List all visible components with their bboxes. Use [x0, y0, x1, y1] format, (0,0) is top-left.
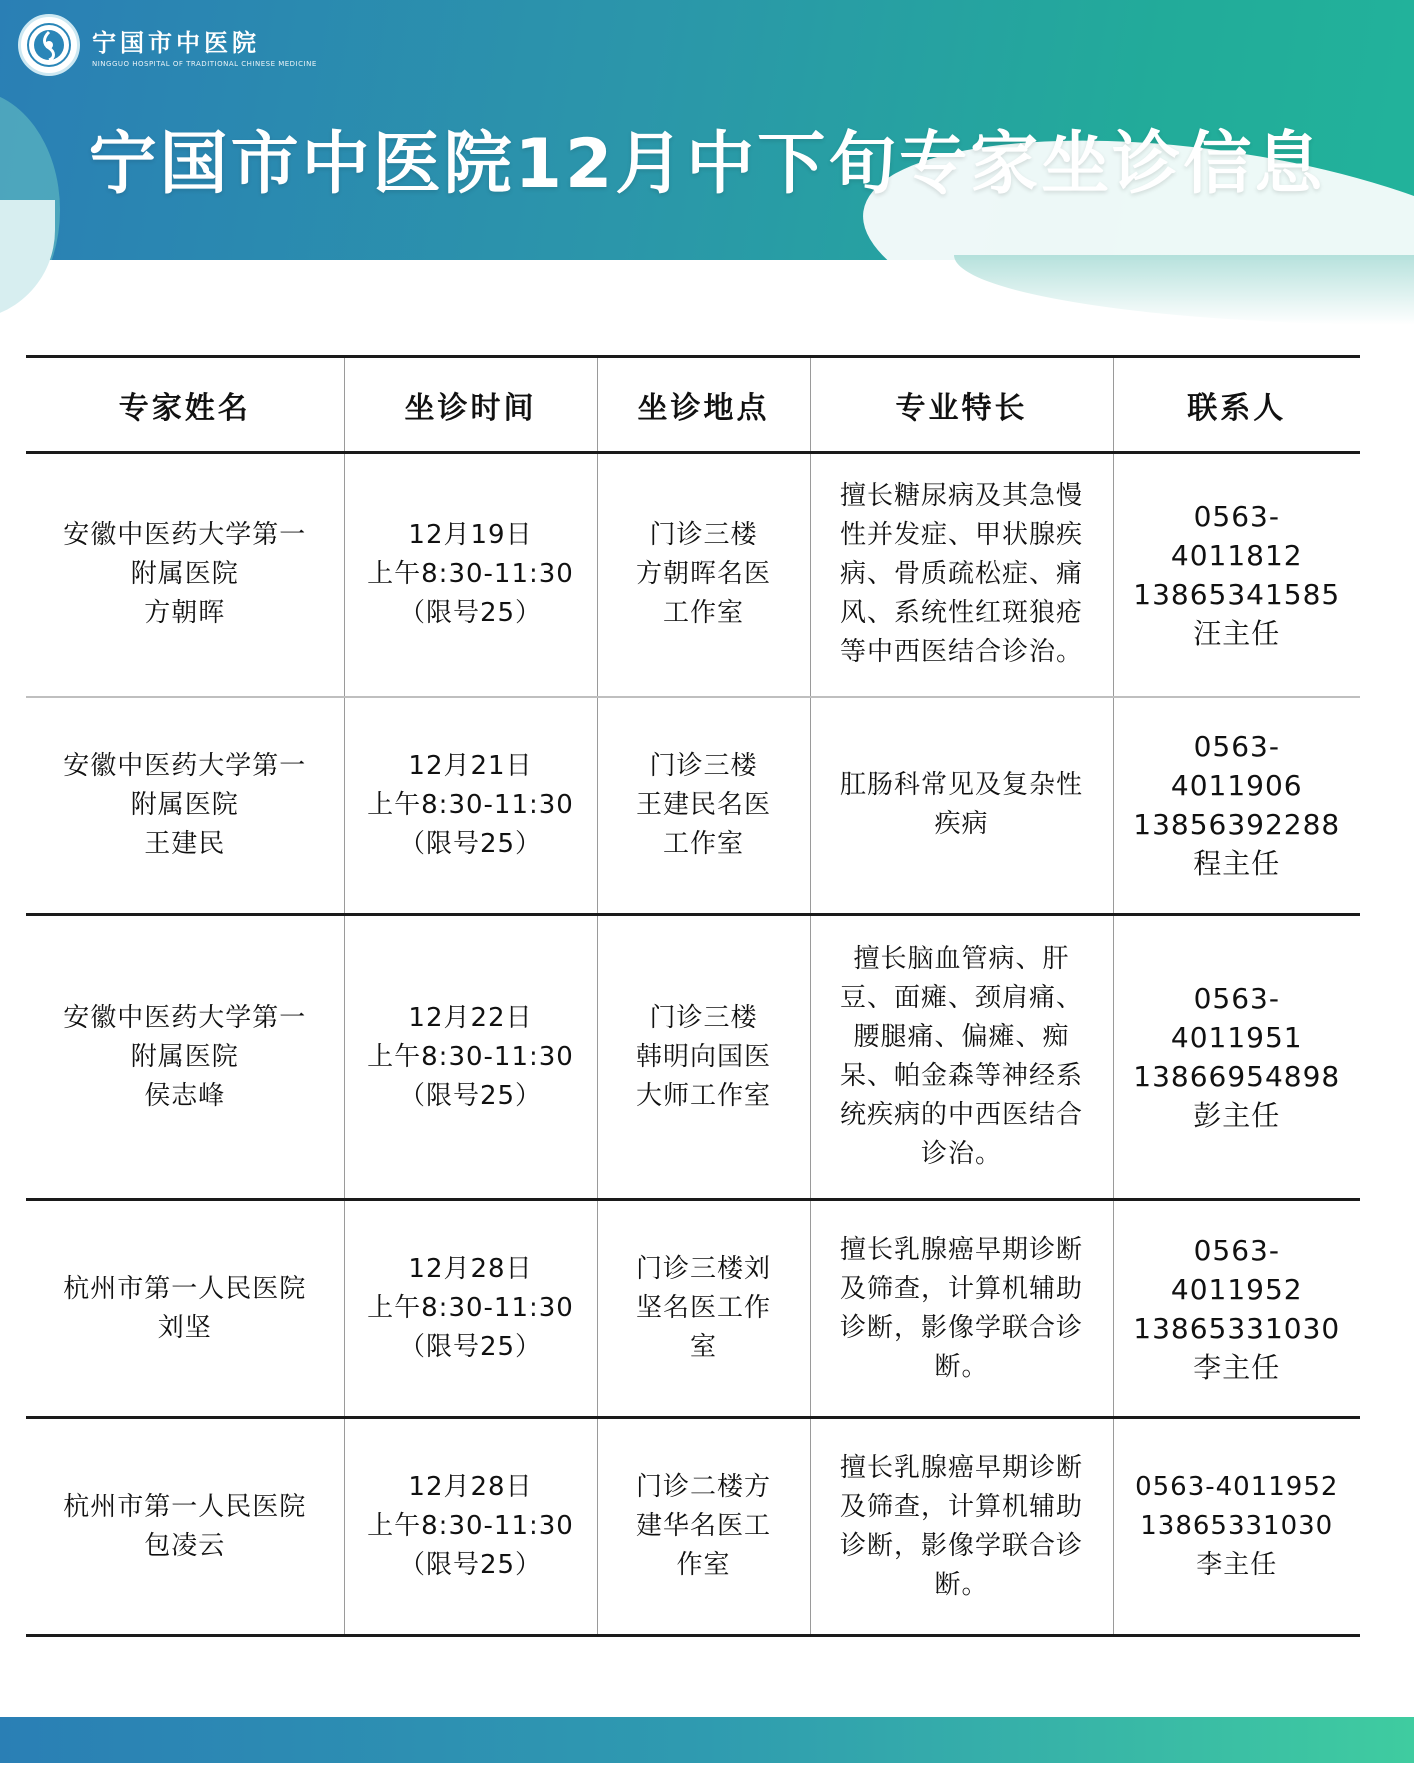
contact-cell — [1113, 1200, 1360, 1418]
location-line: 门诊三楼 — [649, 750, 758, 781]
column-header-time: 坐诊时间 — [344, 357, 597, 453]
time-cell — [344, 697, 597, 915]
location-line: 门诊二楼方 — [635, 1472, 771, 1502]
time-line: 上午8:30-11:30 — [367, 1511, 574, 1541]
contact-line: 13856392288 — [1133, 808, 1341, 842]
expert-line: 安徽中医药大学第一 — [63, 750, 307, 781]
contact-line: 0563- — [1193, 982, 1280, 1015]
table-row — [26, 697, 1360, 915]
time-cell — [344, 1418, 597, 1636]
time-line: 12月22日 — [408, 1002, 533, 1033]
expert-cell — [26, 453, 344, 697]
specialty-line: 擅长糖尿病及其急慢 — [839, 481, 1083, 512]
expert-schedule-table — [26, 355, 1360, 1637]
expert-line: 附属医院 — [130, 1041, 239, 1072]
page-title: 宁国市中医院12月中下旬专家坐诊信息 — [88, 125, 1326, 204]
specialty-line: 性并发症、甲状腺疾 — [839, 520, 1083, 551]
contact-line: 13865341585 — [1133, 577, 1341, 611]
location-line: 室 — [689, 1332, 717, 1362]
contact-line: 4011906 — [1170, 769, 1303, 803]
location-line: 建华名医工 — [635, 1511, 771, 1541]
time-line: （限号25） — [398, 1332, 543, 1362]
contact-line: 0563- — [1193, 730, 1280, 764]
contact-line: 13866954898 — [1133, 1060, 1341, 1093]
time-cell — [344, 1200, 597, 1418]
contact-line: 李主任 — [1193, 1350, 1281, 1384]
specialty-line: 诊断，影像学联合诊 — [839, 1312, 1083, 1343]
expert-cell — [26, 1200, 344, 1418]
specialty-line: 肛肠科常见及复杂性 — [839, 770, 1083, 801]
expert-line: 附属医院 — [130, 559, 239, 590]
location-line: 门诊三楼 — [649, 1002, 758, 1033]
location-line: 工作室 — [662, 598, 744, 629]
location-line: 作室 — [676, 1550, 731, 1580]
contact-line: 彭主任 — [1193, 1099, 1281, 1132]
contact-line: 13865331030 — [1133, 1311, 1341, 1345]
hospital-emblem-icon — [18, 14, 80, 76]
time-line: （限号25） — [398, 1080, 543, 1111]
expert-line: 刘坚 — [157, 1312, 212, 1343]
specialty-line: 断。 — [934, 1569, 989, 1600]
expert-line: 包凌云 — [144, 1530, 226, 1561]
specialty-line: 病、骨质疏松症、痛 — [839, 559, 1083, 590]
expert-line: 杭州市第一人民医院 — [63, 1273, 307, 1304]
location-line: 工作室 — [662, 828, 744, 859]
contact-line: 汪主任 — [1193, 616, 1281, 650]
time-cell — [344, 453, 597, 697]
specialty-line: 腰腿痛、偏瘫、痴 — [853, 1022, 1070, 1052]
time-line: 上午8:30-11:30 — [367, 1041, 574, 1072]
specialty-cell — [810, 453, 1113, 697]
specialty-cell — [810, 1418, 1113, 1636]
logo-english-name: NINGGUO HOSPITAL OF TRADITIONAL CHINESE MEDICINE — [92, 59, 317, 68]
location-cell — [597, 453, 810, 697]
location-cell — [597, 697, 810, 915]
specialty-line: 断。 — [934, 1351, 989, 1382]
expert-line: 方朝晖 — [144, 598, 226, 629]
decorative-corner — [0, 200, 55, 320]
time-line: （限号25） — [398, 828, 543, 859]
table-row — [26, 915, 1360, 1200]
expert-line: 王建民 — [144, 828, 226, 859]
column-header-location: 坐诊地点 — [597, 357, 810, 453]
contact-line: 0563-4011952 — [1135, 1472, 1339, 1502]
specialty-line: 等中西医结合诊治。 — [839, 637, 1083, 668]
contact-line: 0563- — [1193, 1233, 1280, 1267]
location-line: 大师工作室 — [635, 1080, 771, 1111]
time-line: 12月19日 — [408, 520, 533, 551]
table-row — [26, 453, 1360, 697]
specialty-line: 擅长乳腺癌早期诊断 — [839, 1234, 1083, 1265]
specialty-line: 诊治。 — [920, 1139, 1002, 1169]
location-cell — [597, 915, 810, 1200]
logo-chinese-name: 宁国市中医院 — [92, 27, 260, 57]
contact-cell — [1113, 697, 1360, 915]
specialty-line: 诊断，影像学联合诊 — [839, 1530, 1083, 1561]
expert-cell — [26, 1418, 344, 1636]
location-line: 坚名医工作 — [635, 1293, 771, 1323]
contact-line: 4011952 — [1170, 1272, 1303, 1306]
time-line: 上午8:30-11:30 — [367, 559, 574, 590]
time-line: 12月28日 — [408, 1472, 533, 1502]
specialty-line: 豆、面瘫、颈肩痛、 — [839, 983, 1083, 1013]
contact-cell — [1113, 1418, 1360, 1636]
column-header-specialty: 专业特长 — [810, 357, 1113, 453]
header-banner — [0, 0, 1414, 260]
location-line: 韩明向国医 — [635, 1041, 771, 1072]
time-line: （限号25） — [398, 598, 543, 629]
expert-line: 安徽中医药大学第一 — [63, 1002, 307, 1033]
specialty-cell — [810, 1200, 1113, 1418]
footer-bar — [0, 1717, 1414, 1763]
contact-line: 4011951 — [1170, 1021, 1303, 1054]
decorative-curve — [954, 255, 1414, 325]
column-header-expert: 专家姓名 — [118, 390, 251, 426]
specialty-line: 统疾病的中西医结合 — [839, 1100, 1083, 1130]
expert-cell — [26, 915, 344, 1200]
location-cell — [597, 1418, 810, 1636]
table-row — [26, 1200, 1360, 1418]
time-line: 上午8:30-11:30 — [367, 1293, 574, 1323]
table-header-row — [26, 357, 1360, 453]
hospital-logo — [18, 14, 317, 76]
expert-cell — [26, 697, 344, 915]
time-line: 上午8:30-11:30 — [367, 789, 574, 820]
specialty-line: 及筛查，计算机辅助 — [839, 1491, 1083, 1522]
contact-line: 4011812 — [1170, 538, 1303, 572]
specialty-line: 呆、帕金森等神经系 — [839, 1061, 1083, 1091]
specialty-line: 及筛查，计算机辅助 — [839, 1273, 1083, 1304]
specialty-cell — [810, 697, 1113, 915]
specialty-line: 风、系统性红斑狼疮 — [839, 598, 1083, 629]
location-line: 王建民名医 — [635, 789, 771, 820]
location-line: 门诊三楼刘 — [635, 1254, 771, 1284]
location-line: 方朝晖名医 — [635, 559, 771, 590]
specialty-cell — [810, 915, 1113, 1200]
specialty-line: 擅长脑血管病、肝 — [853, 944, 1070, 974]
contact-line: 13865331030 — [1140, 1511, 1334, 1541]
table-row — [26, 1418, 1360, 1636]
column-header-contact: 联系人 — [1113, 357, 1360, 453]
contact-line: 0563- — [1193, 499, 1280, 533]
time-line: 12月21日 — [408, 750, 533, 781]
expert-line: 侯志峰 — [144, 1080, 226, 1111]
expert-line: 附属医院 — [130, 789, 239, 820]
contact-cell — [1113, 453, 1360, 697]
contact-cell — [1113, 915, 1360, 1200]
expert-line: 杭州市第一人民医院 — [63, 1491, 307, 1522]
time-line: （限号25） — [398, 1550, 543, 1580]
specialty-line: 疾病 — [934, 809, 989, 840]
expert-line: 安徽中医药大学第一 — [63, 520, 307, 551]
location-cell — [597, 1200, 810, 1418]
contact-line: 程主任 — [1193, 847, 1281, 881]
time-line: 12月28日 — [408, 1254, 533, 1284]
location-line: 门诊三楼 — [649, 520, 758, 551]
time-cell — [344, 915, 597, 1200]
contact-line: 李主任 — [1196, 1550, 1278, 1580]
specialty-line: 擅长乳腺癌早期诊断 — [839, 1452, 1083, 1483]
